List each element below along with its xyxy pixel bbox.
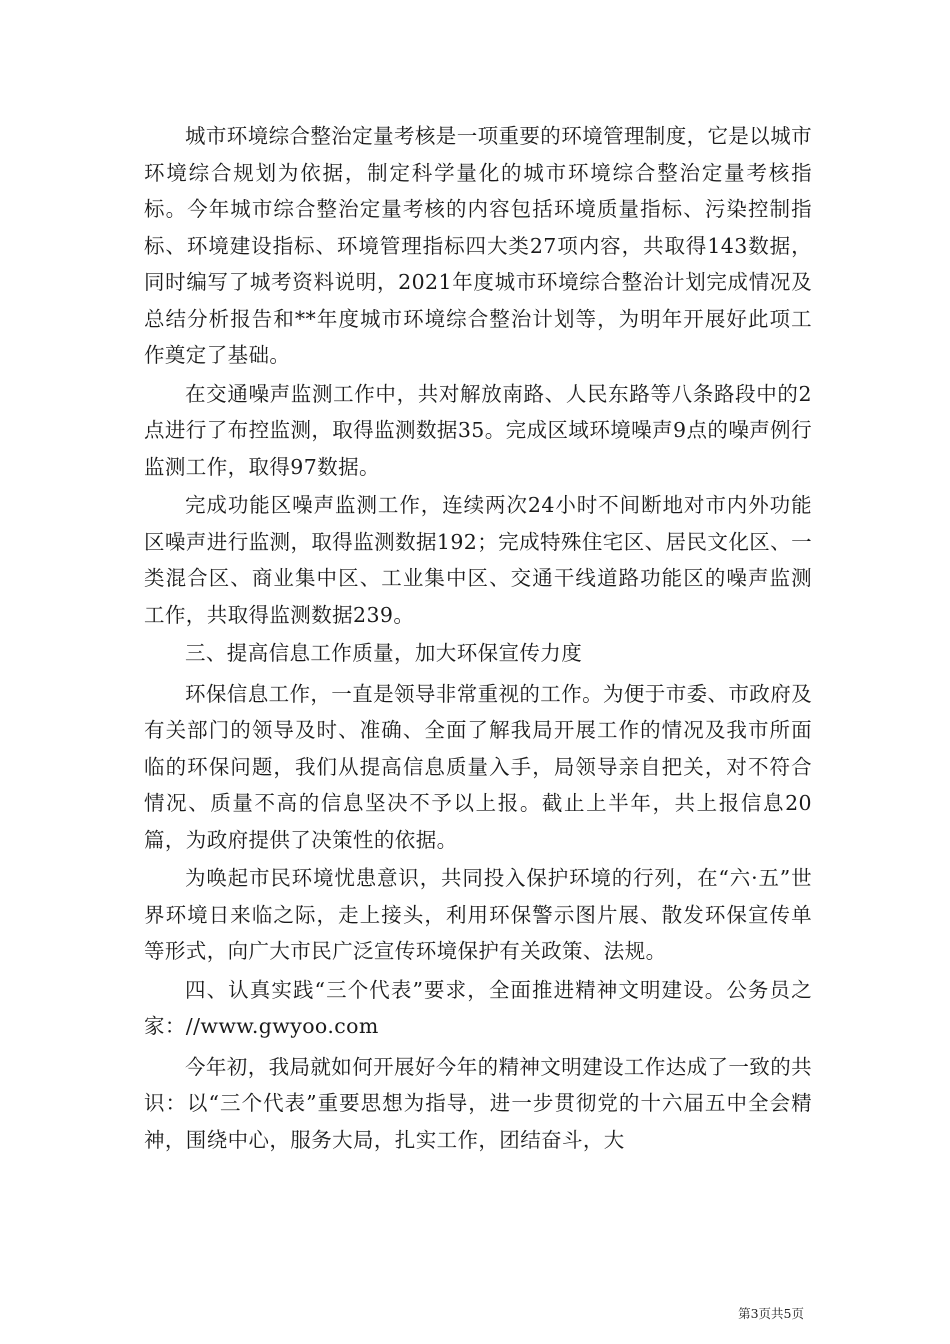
paragraph-city-assessment: 城市环境综合整治定量考核是一项重要的环境管理制度，它是以城市环境综合规划为依据，制定科学量化的城市环境综合整治定量考核指标。今年城市综合整治定量考核的内容包括环境质量指标、污染控制指标、环境建设指标、环境管理指标四大类27项内容，共取得143数据，同时编写了城考资料说明，2021年度城市环境综合整治计划完成情况及总结分析报告和**年度城市环境综合整治计划等，为明年开展好此项工作奠定了基础。 xyxy=(144,124,812,367)
page-number: 第3页共5页 xyxy=(738,1306,804,1321)
paragraph-year-start-consensus: 今年初，我局就如何开展好今年的精神文明建设工作达成了一致的共识：以“三个代表”重要思想为指导，进一步贯彻党的十六届五中全会精神，围绕中心，服务大局，扎实工作，团结奋斗，大 xyxy=(144,1054,812,1152)
document-body xyxy=(144,118,812,1160)
paragraph-function-zone-noise: 完成功能区噪声监测工作，连续两次24小时不间断地对市内外功能区噪声进行监测，取得监测数据192；完成特殊住宅区、居民文化区、一类混合区、商业集中区、工业集中区、交通干线道路功能区的噪声监测工作，共取得监测数据239。 xyxy=(144,493,812,627)
paragraph-traffic-noise: 在交通噪声监测工作中，共对解放南路、人民东路等八条路段中的2点进行了布控监测，取得监测数据35。完成区域环境噪声9点的噪声例行监测工作，取得97数据。 xyxy=(144,381,812,479)
paragraph-environment-day: 为唤起市民环境忧患意识，共同投入保护环境的行列，在“六·五”世界环境日来临之际，走上接头，利用环保警示图片展、散发环保宣传单等形式，向广大市民广泛宣传环境保护有关政策、法规。 xyxy=(144,866,812,963)
section-heading-spiritual-civilization: 四、认真实践“三个代表”要求，全面推进精神文明建设。公务员之家：//www.gwyoo.com xyxy=(144,977,812,1038)
section-heading-information-work: 三、提高信息工作质量，加大环保宣传力度 xyxy=(185,641,583,665)
paragraph-information-work: 环保信息工作，一直是领导非常重视的工作。为便于市委、市政府及有关部门的领导及时、准确、全面了解我局开展工作的情况及我市所面临的环保问题，我们从提高信息质量入手，局领导亲自把关，对不符合情况、质量不高的信息坚决不予以上报。截止上半年，共上报信息20篇，为政府提供了决策性的依据。 xyxy=(144,681,812,852)
